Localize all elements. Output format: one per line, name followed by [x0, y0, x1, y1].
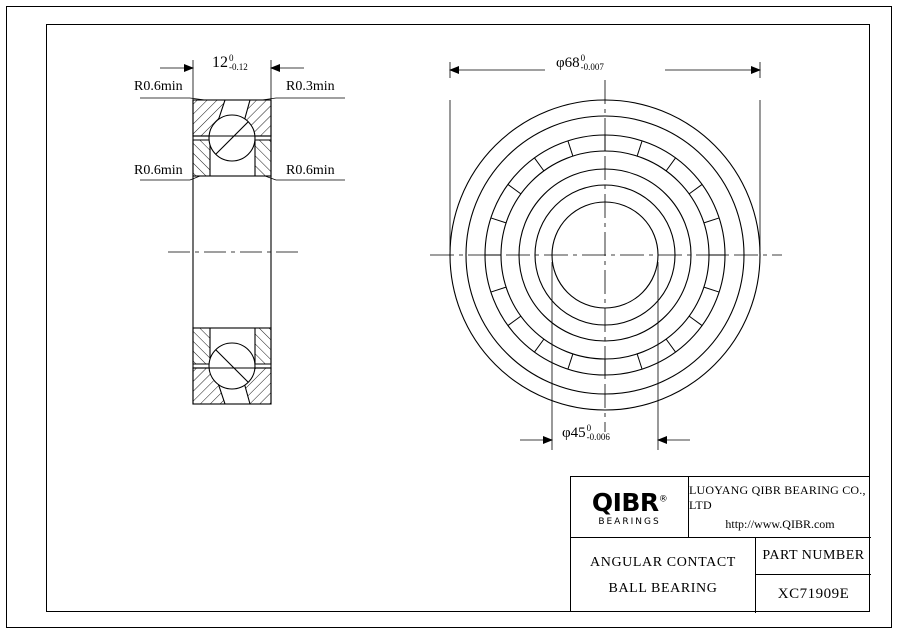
chamfer-label-top-right: R0.3min: [286, 79, 335, 94]
title-block: [570, 476, 870, 612]
part-number-cell: [756, 538, 871, 613]
brand-logo: [571, 477, 689, 537]
product-line-1: ANGULAR CONTACT: [590, 554, 736, 570]
product-line-2: BALL BEARING: [608, 580, 718, 596]
company-name: LUOYANG QIBR BEARING CO., LTD: [689, 482, 866, 512]
bore-diameter-label: φ45 0 -0.006: [562, 423, 610, 443]
brand-logo-subtext: BEARINGS: [598, 516, 661, 527]
chamfer-label-bottom-left: R0.6min: [134, 163, 183, 178]
brand-logo-text: QIBR®: [591, 487, 668, 517]
company-info: [689, 477, 871, 537]
chamfer-label-bottom-right: R0.6min: [286, 163, 335, 178]
product-description: [571, 538, 756, 613]
title-block-detail-row: [571, 537, 871, 613]
width-dimension-label: 12 0 -0.12: [212, 53, 248, 73]
company-url: http://www.QIBR.com: [725, 516, 835, 531]
outer-diameter-label: φ68 0 -0.007: [556, 53, 604, 73]
part-number-label: PART NUMBER: [756, 538, 871, 575]
front-view-centerlines: [430, 80, 782, 432]
registered-trademark-icon: ®: [658, 494, 668, 505]
part-number-value: XC71909E: [777, 585, 850, 602]
chamfer-label-top-left: R0.6min: [134, 79, 183, 94]
title-block-header-row: [571, 477, 871, 537]
